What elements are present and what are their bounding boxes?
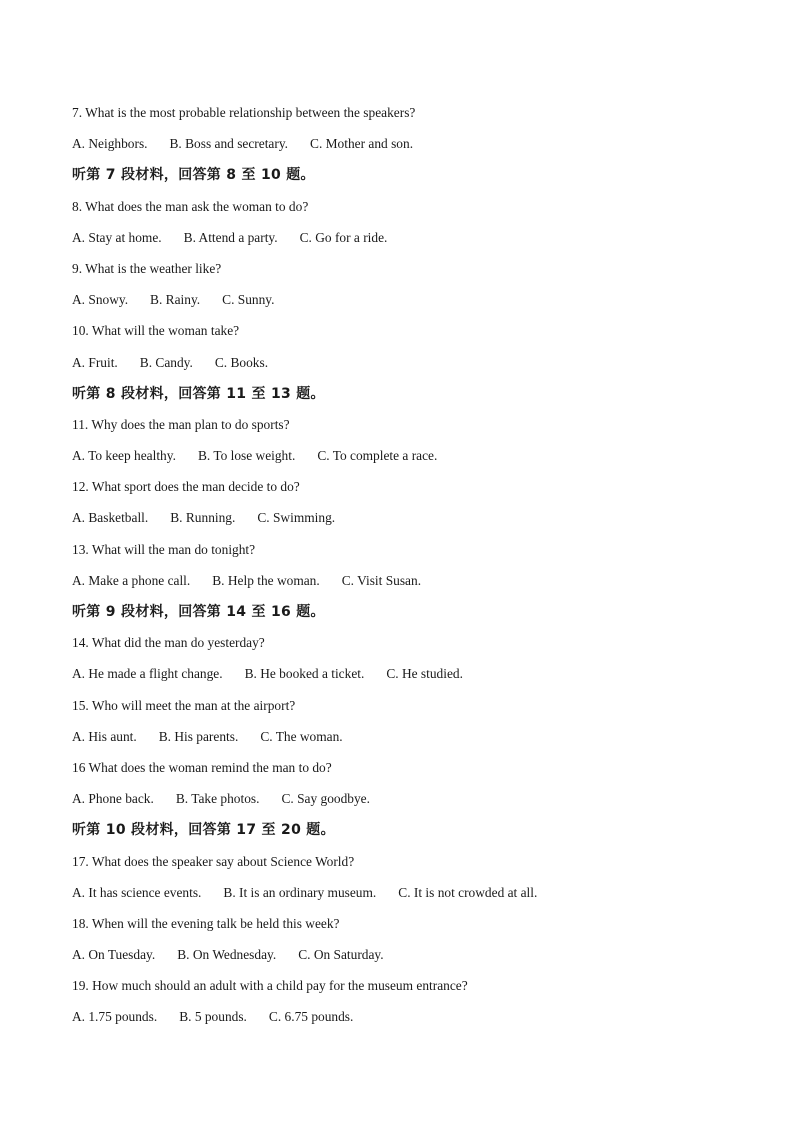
answer-options [72, 945, 752, 976]
question-text: 16 What does the woman remind the man to do? [72, 759, 332, 775]
answer-option: A. Fruit. [72, 354, 118, 370]
section-heading: 听第 9 段材料，回答第 14 至 16 题。 [72, 604, 325, 620]
question-text: 15. Who will meet the man at the airport? [72, 697, 296, 713]
section-heading: 听第 10 段材料，回答第 17 至 20 题。 [72, 822, 335, 839]
answer-option: C. Go for a ride. [299, 229, 388, 245]
answer-option: B. He booked a ticket. [244, 666, 365, 682]
answer-option: B. Running. [170, 510, 236, 526]
answer-options [72, 727, 752, 758]
answer-option: A. 1.75 pounds. [72, 1009, 158, 1025]
answer-option: C. Sunny. [222, 292, 275, 308]
answer-options [72, 228, 752, 259]
answer-option: B. Rainy. [150, 292, 201, 308]
section-heading: 听第 8 段材料，回答第 11 至 13 题。 [72, 385, 325, 402]
answer-option: C. To complete a race. [317, 448, 438, 464]
answer-option: C. Say goodbye. [281, 791, 370, 807]
answer-option: C. Books. [214, 354, 269, 370]
answer-option: B. Boss and secretary. [169, 136, 289, 152]
answer-option: B. His parents. [158, 728, 239, 744]
answer-options [72, 883, 752, 914]
question-text: 11. Why does the man plan to do sports? [72, 416, 290, 432]
answer-option: C. 6.75 pounds. [268, 1009, 354, 1025]
answer-option: A. His aunt. [72, 728, 137, 744]
question-text: 9. What is the weather like? [72, 260, 222, 276]
answer-option: C. On Saturday. [298, 947, 384, 963]
answer-options [72, 789, 752, 820]
answer-option: A. Neighbors. [72, 136, 148, 152]
question-text: 14. What did the man do yesterday? [72, 635, 265, 651]
answer-option: A. On Tuesday. [72, 947, 156, 963]
answer-option: A. Stay at home. [72, 229, 162, 245]
answer-options [72, 134, 752, 165]
answer-option: A. Phone back. [72, 791, 154, 807]
answer-option: C. Mother and son. [310, 136, 414, 152]
answer-option: B. Take photos. [175, 791, 260, 807]
question-text: 12. What sport does the man decide to do? [72, 479, 300, 495]
answer-option: C. Visit Susan. [341, 572, 422, 588]
answer-option: A. Basketball. [72, 510, 149, 526]
answer-option: B. Attend a party. [183, 229, 278, 245]
question-text: 19. How much should an adult with a child pay for the museum entrance? [72, 978, 468, 994]
answer-option: A. He made a flight change. [72, 666, 223, 682]
question-text: 17. What does the speaker say about Science World? [72, 853, 355, 869]
answer-option: C. The woman. [260, 728, 343, 744]
answer-options [72, 1007, 752, 1038]
question-text: 18. When will the evening talk be held this week? [72, 915, 340, 931]
answer-option: C. He studied. [386, 666, 463, 682]
answer-options [72, 571, 752, 602]
answer-option: B. Help the woman. [212, 572, 320, 588]
answer-option: B. To lose weight. [197, 448, 296, 464]
section-heading: 听第 7 段材料，回答第 8 至 10 题。 [72, 167, 315, 184]
answer-options [72, 664, 752, 695]
question-text: 7. What is the most probable relationship between the speakers? [72, 105, 416, 120]
answer-option: C. Swimming. [257, 510, 336, 526]
answer-option: B. It is an ordinary museum. [223, 884, 377, 900]
answer-option: A. Snowy. [72, 292, 129, 308]
exam-page [72, 103, 752, 1039]
answer-options [72, 508, 752, 539]
answer-option: C. It is not crowded at all. [398, 884, 538, 900]
answer-options [72, 290, 752, 321]
question-text: 13. What will the man do tonight? [72, 541, 256, 557]
answer-options [72, 353, 752, 384]
answer-option: A. Make a phone call. [72, 572, 191, 588]
answer-option: B. Candy. [139, 354, 193, 370]
question-text: 10. What will the woman take? [72, 323, 240, 339]
answer-option: A. To keep healthy. [72, 448, 176, 464]
question-text: 8. What does the man ask the woman to do? [72, 198, 309, 214]
answer-option: B. On Wednesday. [177, 947, 277, 963]
answer-option: A. It has science events. [72, 884, 202, 900]
answer-option: B. 5 pounds. [179, 1009, 247, 1025]
answer-options [72, 446, 752, 477]
